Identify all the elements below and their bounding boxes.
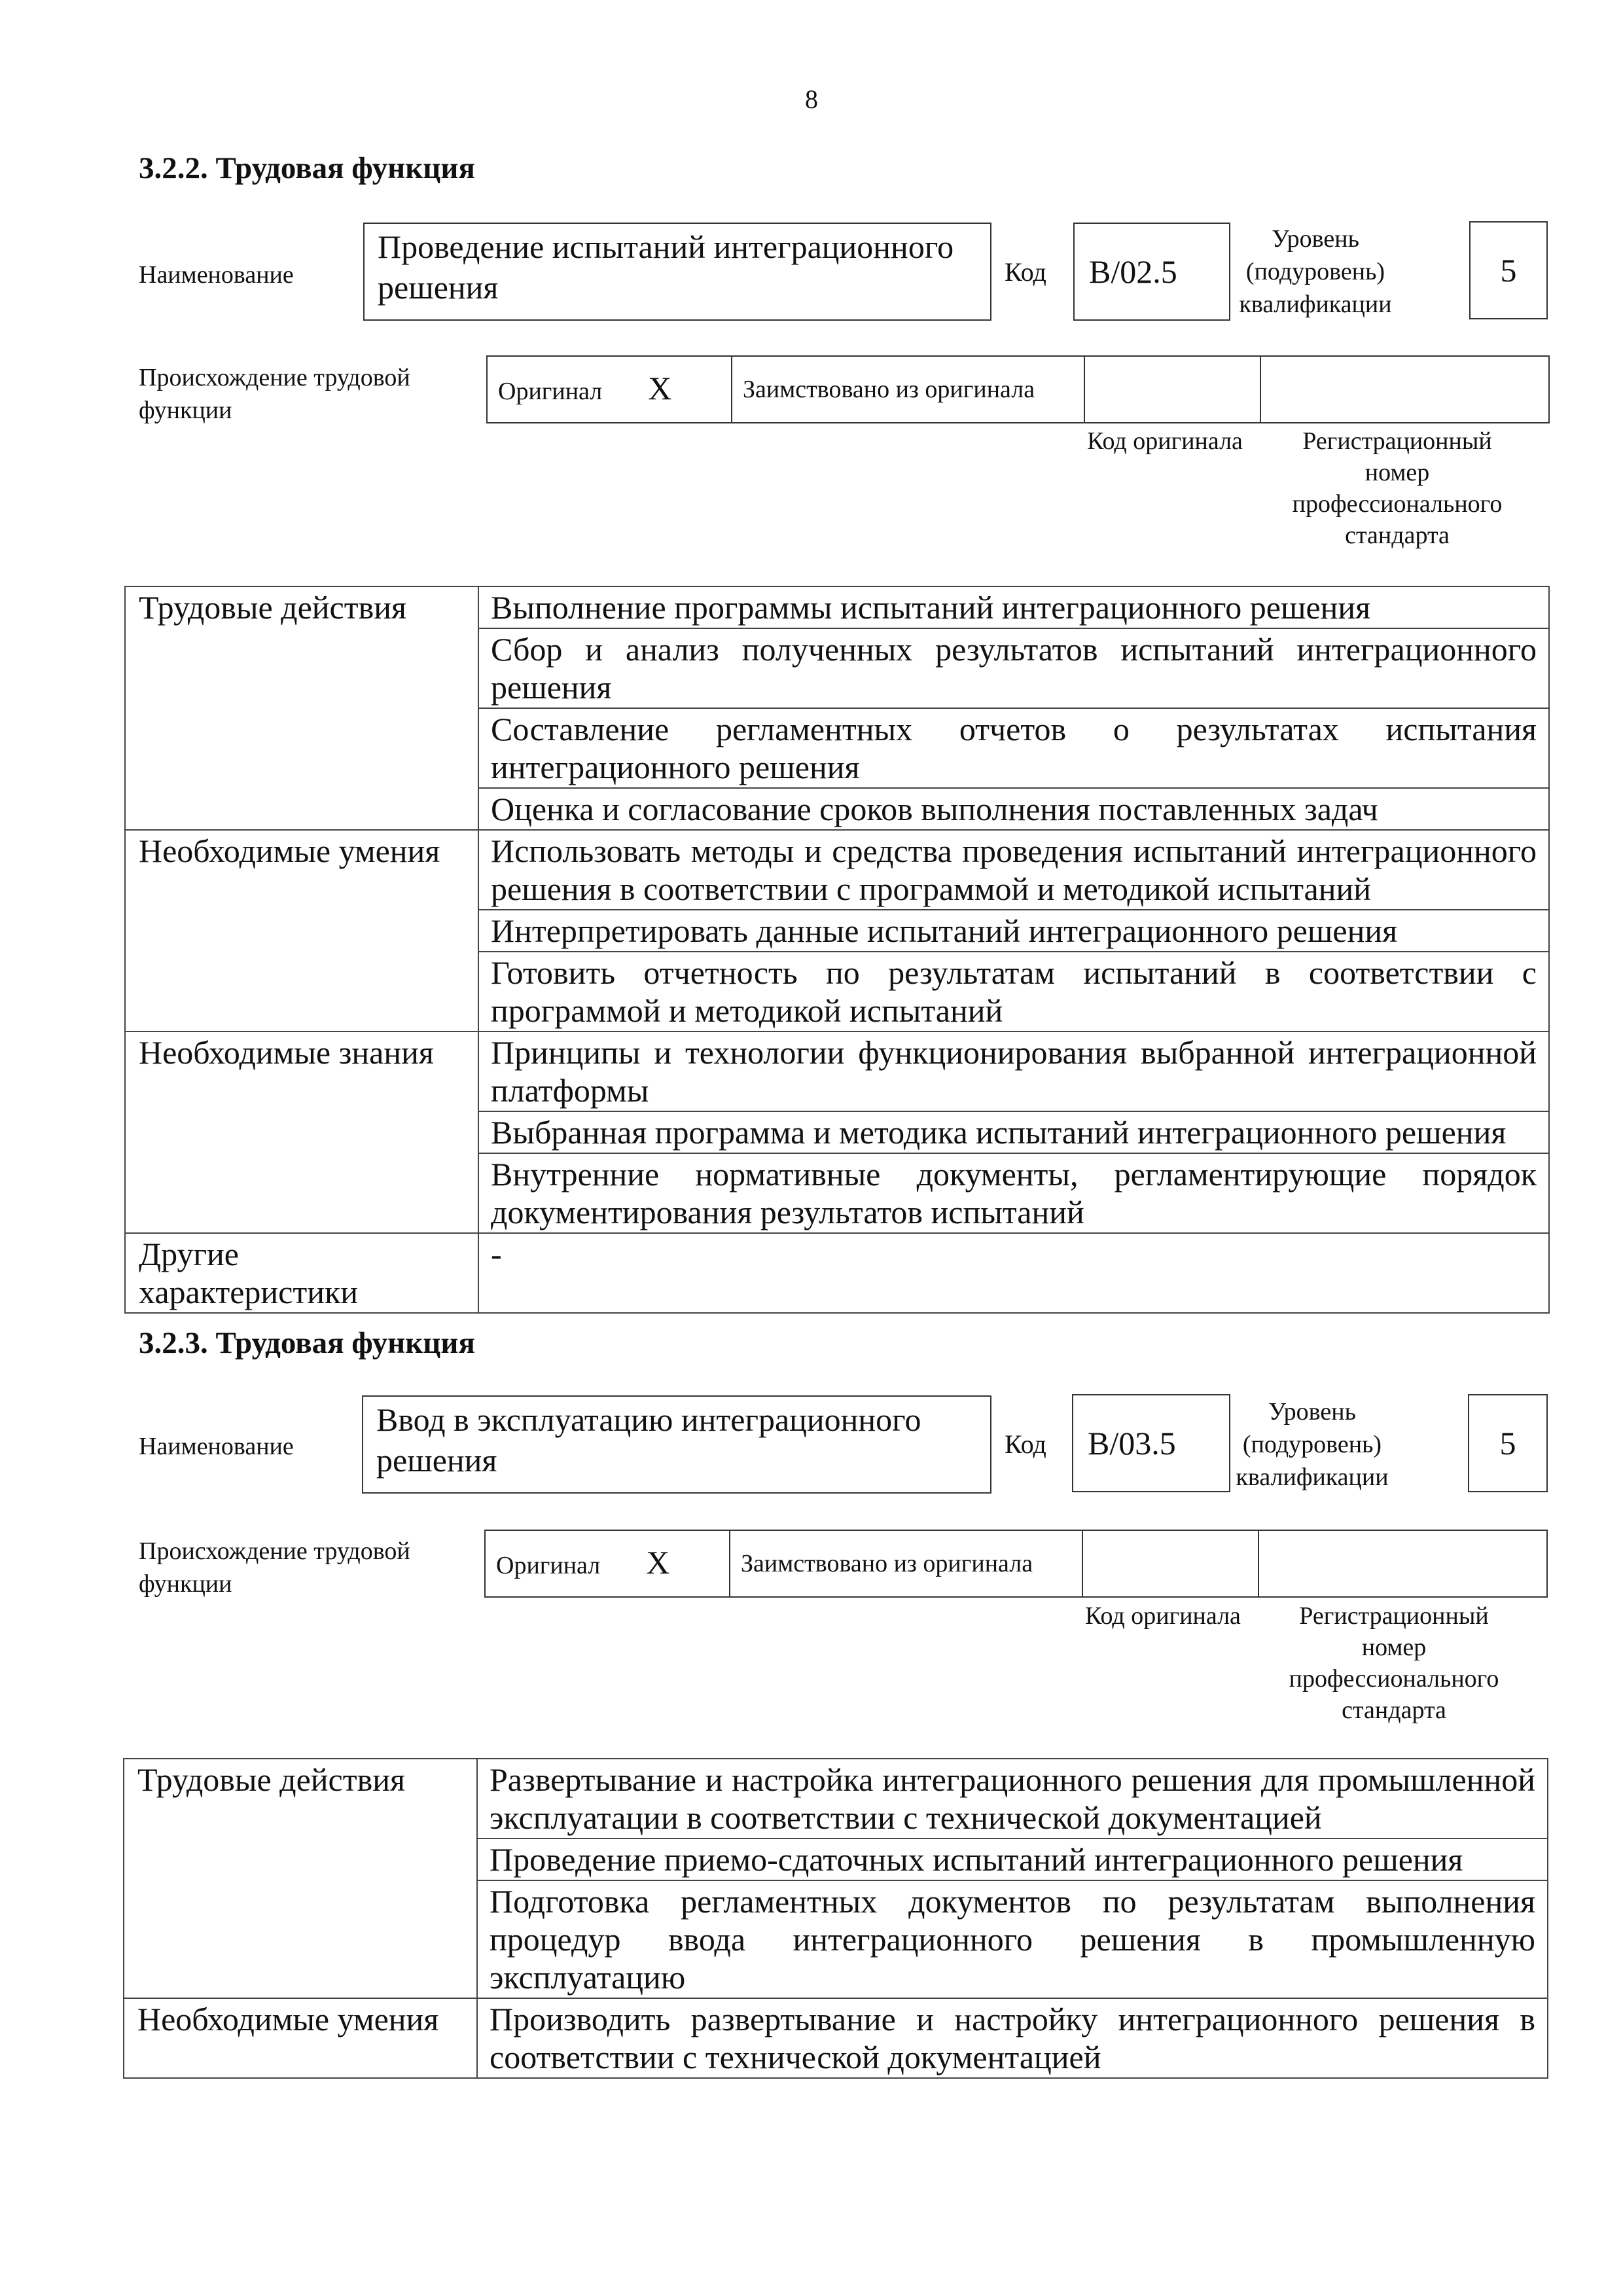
item-cell: Подготовка регламентных документов по результатам выполнения процедур ввода интеграционного решения в промышленную эксплуатацию xyxy=(477,1880,1548,1998)
functions-table xyxy=(123,1758,1548,2079)
section-title: 3.2.3. Трудовая функция xyxy=(139,1326,475,1360)
item-cell: Сбор и анализ полученных результатов испытаний интеграционного решения xyxy=(478,628,1549,708)
function-name: Проведение испытаний интеграционного решения xyxy=(363,223,991,321)
code-label: Код xyxy=(1005,1429,1046,1459)
reg-number-cell xyxy=(1260,356,1549,423)
item-cell: Выполнение программы испытаний интеграционного решения xyxy=(478,586,1549,628)
item-cell: Производить развертывание и настройку интеграционного решения в соответствии с технической документацией xyxy=(477,1998,1548,2078)
level-label: Уровень (подуровень) квалификации xyxy=(1239,225,1392,318)
item-cell: Интерпретировать данные испытаний интеграционного решения xyxy=(478,910,1549,952)
x-mark: X xyxy=(648,369,672,406)
section-title: 3.2.2. Трудовая функция xyxy=(139,151,475,185)
origin-label: Происхождение трудовой функции xyxy=(139,364,410,424)
origin-table xyxy=(486,355,1550,423)
borrowed-cell: Заимствовано из оригинала xyxy=(730,1530,1082,1597)
borrowed-cell: Заимствовано из оригинала xyxy=(732,356,1084,423)
original-cell: Оригинал X xyxy=(487,356,732,423)
item-cell: Развертывание и настройка интеграционного решения для промышленной эксплуатации в соответствии с технической документацией xyxy=(477,1759,1548,1839)
qualification-level: 5 xyxy=(1468,1394,1548,1492)
category-cell: Трудовые действия xyxy=(124,1759,477,1998)
item-cell: - xyxy=(478,1233,1549,1313)
page-number: 8 xyxy=(805,84,818,114)
qualification-level: 5 xyxy=(1469,221,1548,319)
category-cell: Необходимые умения xyxy=(125,830,478,1031)
item-cell: Составление регламентных отчетов о результатах испытания интеграционного решения xyxy=(478,708,1549,788)
function-code: B/03.5 xyxy=(1072,1394,1230,1492)
original-cell: Оригинал X xyxy=(485,1530,730,1597)
category-cell: Необходимые знания xyxy=(125,1031,478,1233)
reg-number-label: Регистрационный номер профессионального стандарта xyxy=(1289,1602,1499,1724)
reg-number-cell xyxy=(1258,1530,1547,1597)
name-label: Наименование xyxy=(139,1433,294,1460)
item-cell: Принципы и технологии функционирования выбранной интеграционной платформы xyxy=(478,1031,1549,1111)
functions-table xyxy=(124,586,1550,1314)
item-cell: Проведение приемо-сдаточных испытаний интеграционного решения xyxy=(477,1839,1548,1880)
level-label: Уровень (подуровень) квалификации xyxy=(1236,1398,1389,1491)
item-cell: Выбранная программа и методика испытаний интеграционного решения xyxy=(478,1111,1549,1153)
name-label: Наименование xyxy=(139,261,294,289)
function-code: B/02.5 xyxy=(1073,223,1230,321)
category-cell: Трудовые действия xyxy=(125,586,478,830)
item-cell: Готовить отчетность по результатам испытаний в соответствии с программой и методикой испытаний xyxy=(478,952,1549,1031)
original-code-cell xyxy=(1084,356,1260,423)
origin-table xyxy=(484,1530,1548,1598)
item-cell: Использовать методы и средства проведения испытаний интеграционного решения в соответствии с программой и методикой испытаний xyxy=(478,830,1549,910)
category-cell: Другие характеристики xyxy=(125,1233,478,1313)
reg-number-label: Регистрационный номер профессионального стандарта xyxy=(1292,427,1503,549)
x-mark: X xyxy=(646,1543,670,1581)
origin-label: Происхождение трудовой функции xyxy=(139,1537,410,1598)
item-cell: Оценка и согласование сроков выполнения поставленных задач xyxy=(478,788,1549,830)
code-label: Код xyxy=(1005,257,1046,287)
category-cell: Необходимые умения xyxy=(124,1998,477,2078)
original-code-label: Код оригинала xyxy=(1085,1602,1241,1630)
function-name: Ввод в эксплуатацию интеграционного решения xyxy=(362,1395,991,1494)
item-cell: Внутренние нормативные документы, регламентирующие порядок документирования результатов испытаний xyxy=(478,1153,1549,1233)
original-code-cell xyxy=(1082,1530,1258,1597)
original-code-label: Код оригинала xyxy=(1087,427,1243,455)
